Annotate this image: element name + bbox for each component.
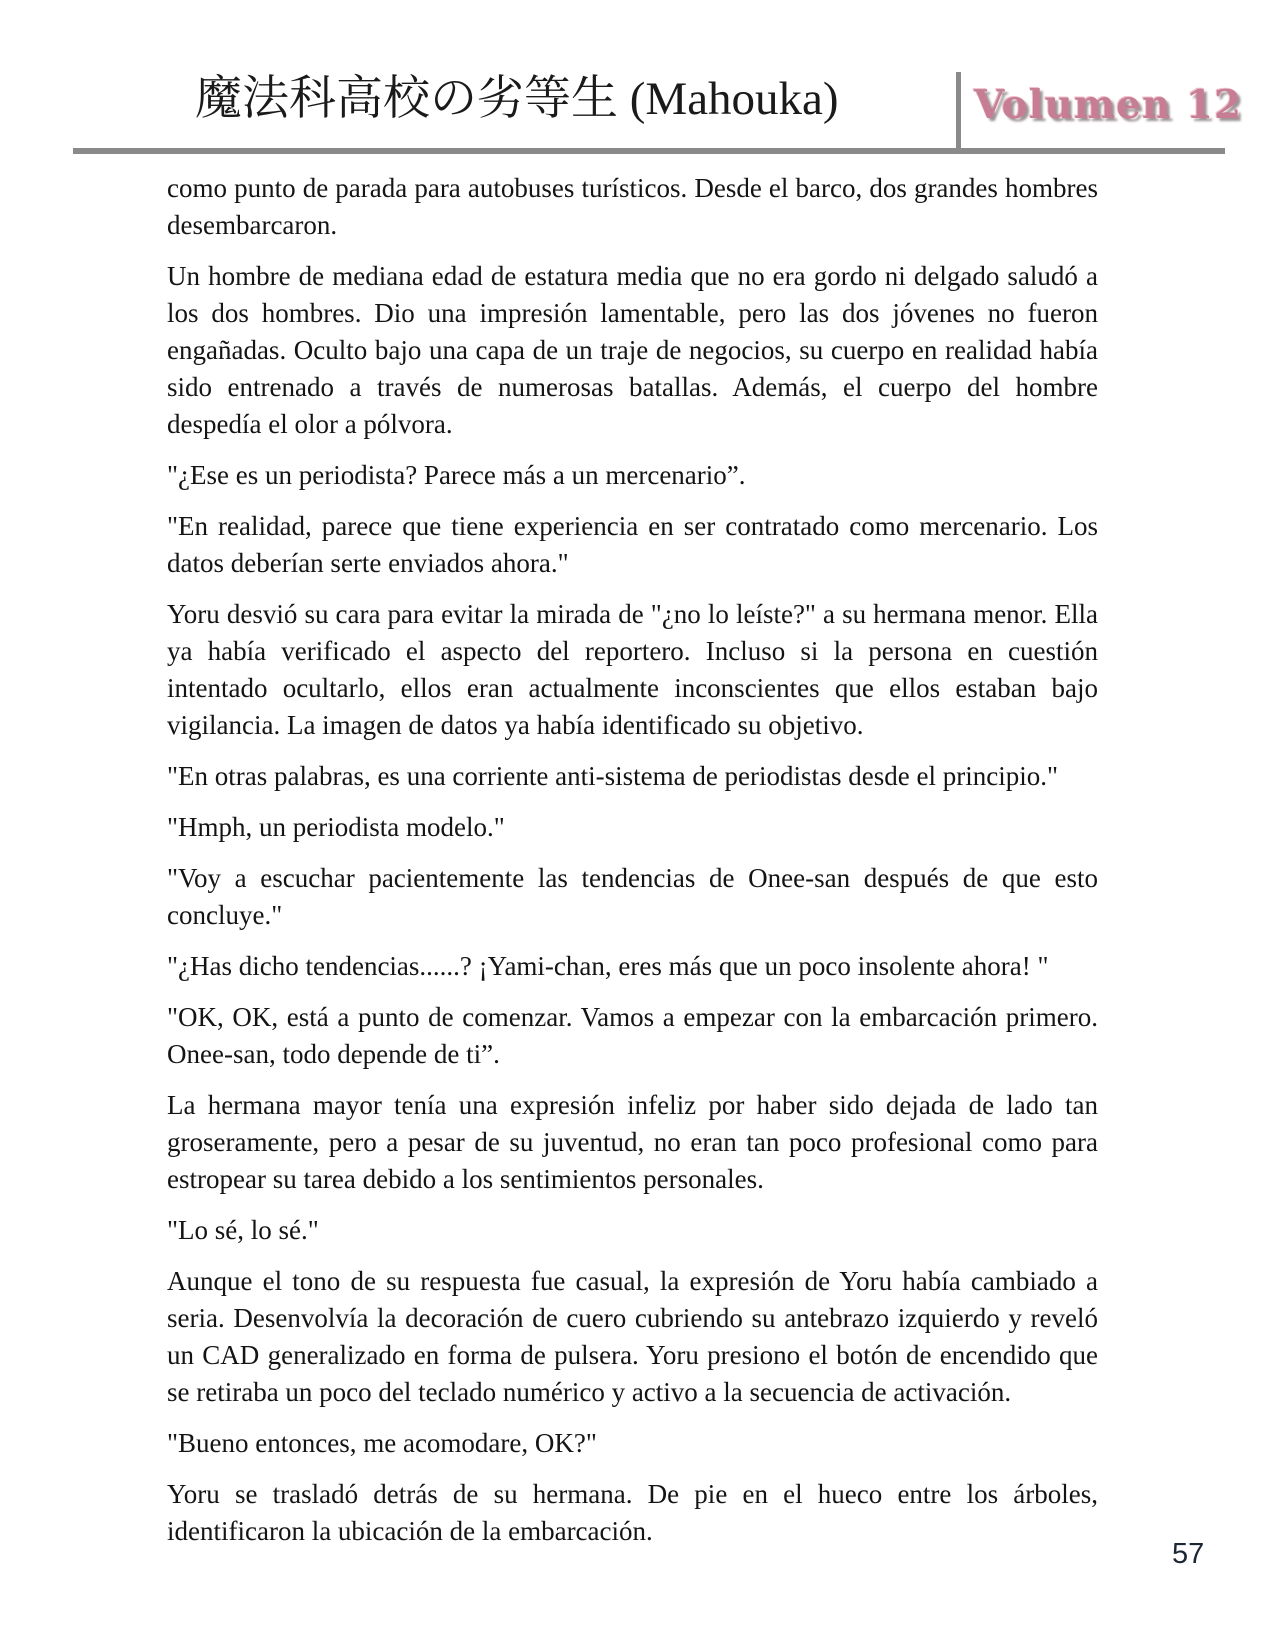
paragraph: "En realidad, parece que tiene experiencia en ser contratado como mercenario. Los datos deberían serte enviados ahora."	[167, 511, 1098, 578]
page-number: 57	[1172, 1538, 1205, 1570]
paragraph: "OK, OK, está a punto de comenzar. Vamos a empezar con la embarcación primero. Onee-san, todo depende de ti”.	[167, 1002, 1098, 1069]
paragraph: "¿Ese es un periodista? Parece más a un mercenario”.	[167, 460, 746, 490]
paragraph: La hermana mayor tenía una expresión infeliz por haber sido dejada de lado tan groseramente, pero a pesar de su juventud, no eran tan poco profesional como para estropear su tarea debido a los sentimientos personales.	[167, 1090, 1098, 1194]
paragraph: "Bueno entonces, me acomodare, OK?"	[167, 1428, 597, 1458]
paragraph: Yoru desvió su cara para evitar la mirada de "¿no lo leíste?" a su hermana menor. Ella ya había verificado el aspecto del reportero. Incluso si la persona en cuestión intentado ocultarlo, ellos eran actualmente inconscientes que ellos estaban bajo vigilancia. La imagen de datos ya había identificado su objetivo.	[167, 599, 1098, 740]
paragraph: "Lo sé, lo sé."	[167, 1215, 319, 1245]
paragraph: Aunque el tono de su respuesta fue casual, la expresión de Yoru había cambiado a seria. Desenvolvía la decoración de cuero cubriendo su antebrazo izquierdo y reveló un CAD generalizado en forma de pulsera. Yoru presiono el botón de encendido que se retiraba un poco del teclado numérico y activo a la secuencia de activación.	[167, 1266, 1098, 1407]
header-divider	[956, 72, 961, 154]
paragraph: "Hmph, un periodista modelo."	[167, 812, 505, 842]
paragraph: Un hombre de mediana edad de estatura media que no era gordo ni delgado saludó a los dos hombres. Dio una impresión lamentable, pero las dos jóvenes no fueron engañadas. Oculto bajo una capa de un traje de negocios, su cuerpo en realidad había sido entrenado a través de numerosas batallas. Además, el cuerpo del hombre despedía el olor a pólvora.	[167, 261, 1098, 439]
body-text	[167, 170, 1098, 1564]
paragraph: como punto de parada para autobuses turísticos. Desde el barco, dos grandes hombres desembarcaron.	[167, 173, 1098, 240]
paragraph: "En otras palabras, es una corriente anti-sistema de periodistas desde el principio."	[167, 761, 1058, 791]
paragraph: "Voy a escuchar pacientemente las tendencias de Onee-san después de que esto concluye."	[167, 863, 1098, 930]
paragraph: Yoru se trasladó detrás de su hermana. De pie en el hueco entre los árboles, identificaron la ubicación de la embarcación.	[167, 1479, 1098, 1546]
volume-label: Volumen 12	[974, 82, 1243, 128]
paragraph: "¿Has dicho tendencias......? ¡Yami-chan, eres más que un poco insolente ahora! "	[167, 951, 1049, 981]
document-title: 魔法科高校の劣等生 (Mahouka)	[195, 73, 839, 125]
header-rule	[73, 148, 1225, 154]
